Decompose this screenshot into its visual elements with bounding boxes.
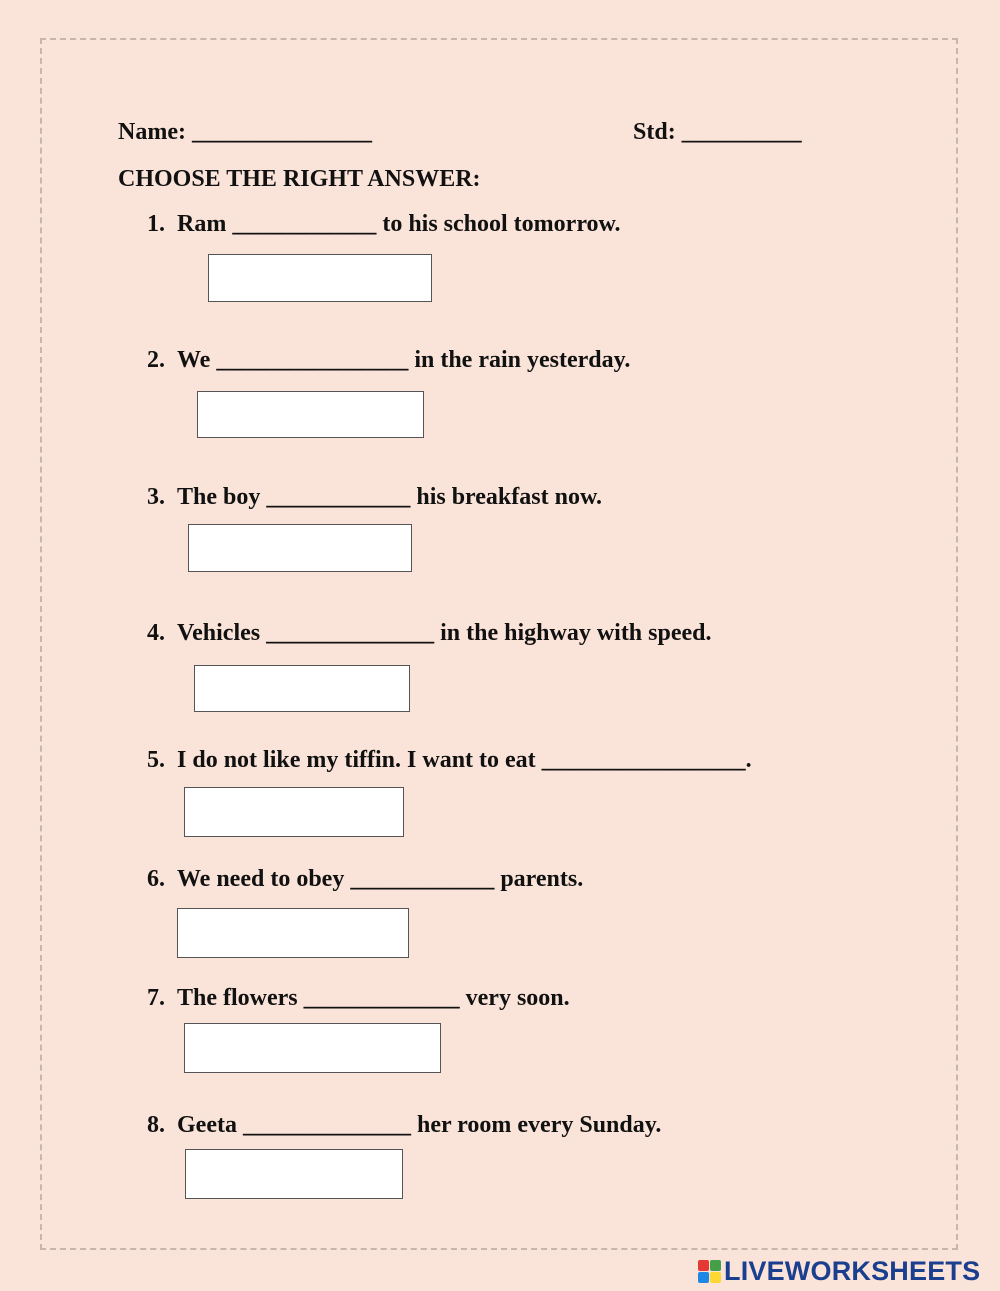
question-number: 1. [147,211,165,237]
question-text: Geeta ______________ her room every Sunday. [177,1112,662,1138]
answer-box-2[interactable] [197,391,424,438]
logo-text: LIVEWORKSHEETS [724,1255,981,1286]
question-number: 4. [147,620,165,646]
question-number: 3. [147,484,165,510]
name-field-label: Name: _______________ [118,119,372,145]
answer-box-5[interactable] [184,787,404,837]
question-number: 8. [147,1112,165,1138]
logo-block [710,1260,721,1271]
question-text: I do not like my tiffin. I want to eat _________________. [177,747,752,773]
question-number: 6. [147,866,165,892]
instruction-heading: CHOOSE THE RIGHT ANSWER: [118,166,481,192]
answer-box-8[interactable] [185,1149,403,1199]
std-field-label: Std: __________ [633,119,802,145]
question-number: 7. [147,985,165,1011]
question-text: Vehicles ______________ in the highway with speed. [177,620,712,646]
answer-box-1[interactable] [208,254,432,302]
liveworksheets-logo [698,1256,980,1286]
question-number: 5. [147,747,165,773]
question-text: Ram ____________ to his school tomorrow. [177,211,621,237]
question-text: The boy ____________ his breakfast now. [177,484,602,510]
answer-box-7[interactable] [184,1023,441,1073]
logo-blocks-icon [698,1260,721,1283]
question-text: We need to obey ____________ parents. [177,866,584,892]
question-text: The flowers _____________ very soon. [177,985,570,1011]
logo-block [698,1260,709,1271]
answer-box-4[interactable] [194,665,410,712]
logo-block [698,1272,709,1283]
answer-box-6[interactable] [177,908,409,958]
answer-box-3[interactable] [188,524,412,572]
question-number: 2. [147,347,165,373]
question-text: We ________________ in the rain yesterday. [177,347,631,373]
logo-block [710,1272,721,1283]
